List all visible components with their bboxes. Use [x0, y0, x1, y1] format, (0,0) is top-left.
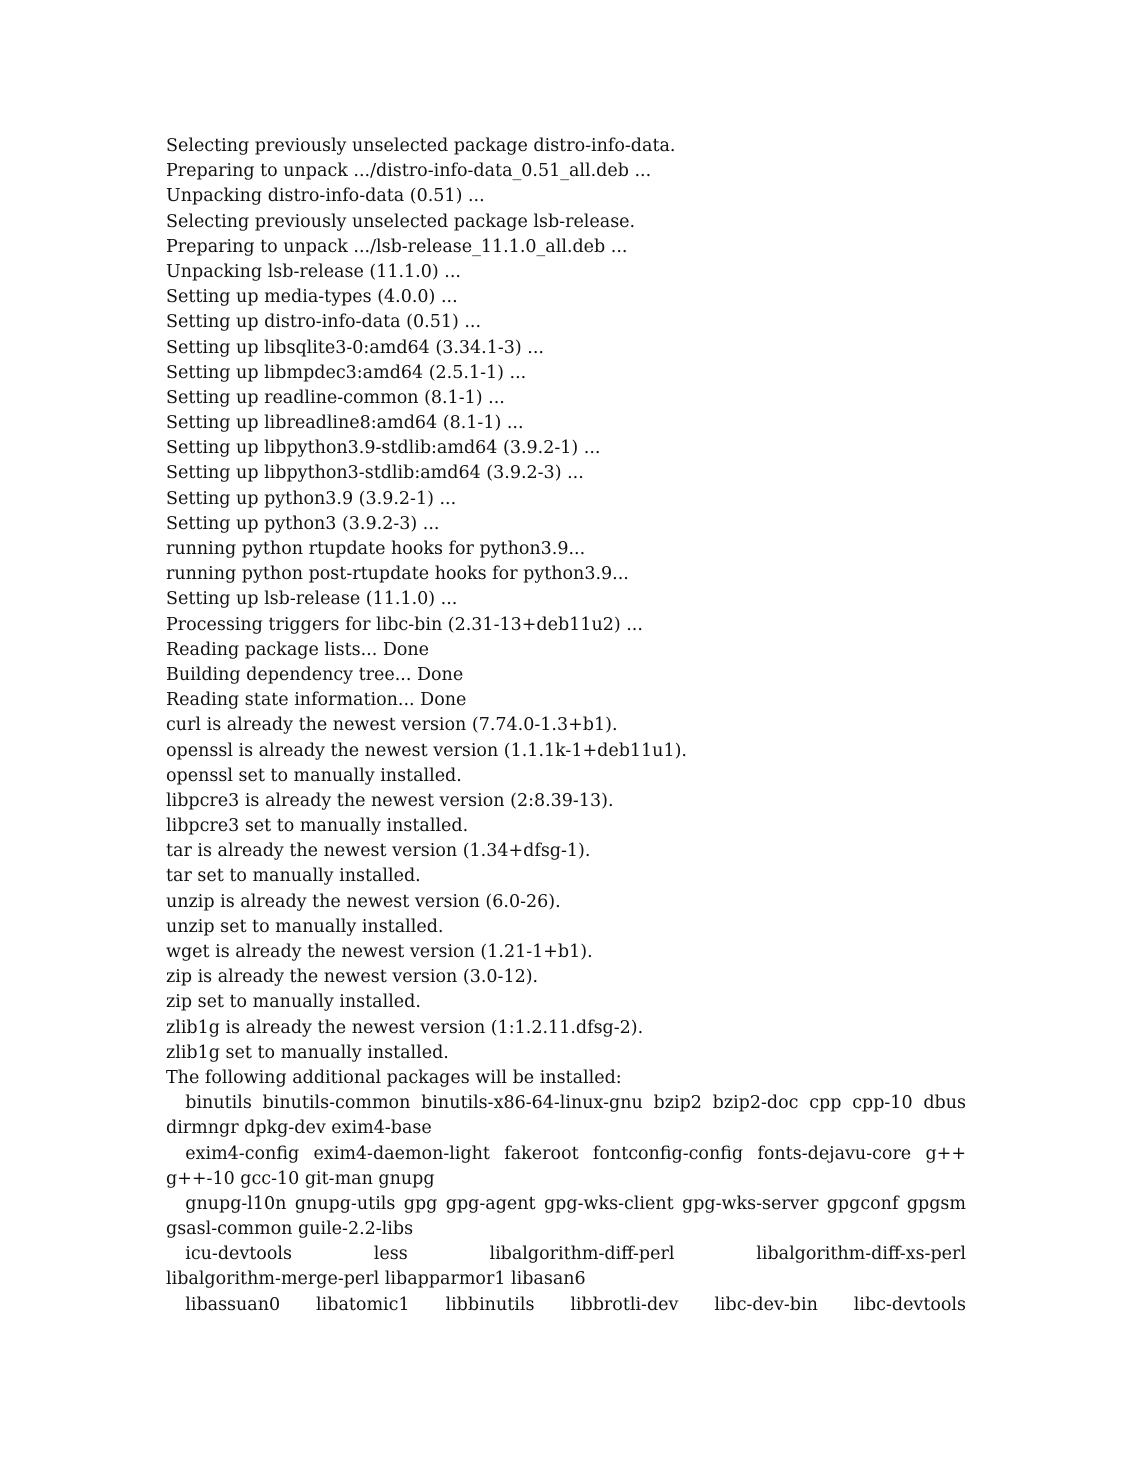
log-line-wrapped: gnupg-l10n gnupg-utils gpg gpg-agent gpg-wks-client gpg-wks-server gpgconf gpgsm: [185, 1193, 966, 1214]
log-line: Reading state information... Done: [166, 690, 467, 711]
log-line: zlib1g set to manually installed.: [166, 1042, 449, 1063]
log-line-wrapped: icu-devtools less libalgorithm-diff-perl libalgorithm-diff-xs-perl: [185, 1244, 966, 1265]
log-line: Setting up libpython3.9-stdlib:amd64 (3.9.2-1) ...: [166, 438, 601, 459]
log-line: Preparing to unpack .../distro-info-data_0.51_all.deb ...: [166, 161, 652, 182]
log-line: unzip set to manually installed.: [166, 916, 444, 937]
log-line: libalgorithm-merge-perl libapparmor1 libasan6: [166, 1269, 586, 1290]
log-line: Setting up distro-info-data (0.51) ...: [166, 312, 482, 333]
log-line: Setting up media-types (4.0.0) ...: [166, 287, 458, 308]
log-line: unzip is already the newest version (6.0-26).: [166, 891, 561, 912]
log-line: dirmngr dpkg-dev exim4-base: [166, 1118, 432, 1139]
log-line: Setting up python3.9 (3.9.2-1) ...: [166, 488, 457, 509]
log-line: wget is already the newest version (1.21-1+b1).: [166, 942, 593, 962]
log-line: Setting up libreadline8:amd64 (8.1-1) ...: [166, 413, 524, 434]
log-line: libpcre3 is already the newest version (2:8.39-13).: [166, 790, 614, 811]
log-line: Selecting previously unselected package distro-info-data.: [166, 136, 676, 156]
log-line: zip set to manually installed.: [166, 992, 421, 1013]
log-line: running python rtupdate hooks for python3.9...: [166, 539, 586, 559]
log-line-wrapped: binutils binutils-common binutils-x86-64-linux-gnu bzip2 bzip2-doc cpp cpp-10 dbus: [185, 1093, 966, 1114]
log-line: zlib1g is already the newest version (1:1.2.11.dfsg-2).: [166, 1017, 644, 1038]
log-line: openssl set to manually installed.: [166, 765, 462, 786]
log-line: Preparing to unpack .../lsb-release_11.1.0_all.deb ...: [166, 236, 628, 257]
log-line: Setting up libpython3-stdlib:amd64 (3.9.2-3) ...: [166, 463, 584, 484]
log-line: Processing triggers for libc-bin (2.31-13+deb11u2) ...: [166, 614, 643, 635]
log-line: Building dependency tree... Done: [166, 664, 464, 685]
log-line: The following additional packages will be installed:: [166, 1067, 622, 1088]
log-line: Setting up lsb-release (11.1.0) ...: [166, 589, 458, 610]
log-line: gsasl-common guile-2.2-libs: [166, 1219, 414, 1240]
terminal-log-document: [166, 134, 966, 1318]
log-line: tar set to manually installed.: [166, 866, 421, 887]
log-line: zip is already the newest version (3.0-12).: [166, 967, 539, 988]
log-line: Selecting previously unselected package lsb-release.: [166, 211, 636, 232]
log-line-wrapped: libassuan0 libatomic1 libbinutils libbrotli-dev libc-dev-bin libc-devtools: [185, 1294, 966, 1315]
log-line: Setting up libsqlite3-0:amd64 (3.34.1-3) ...: [166, 337, 544, 358]
log-line: Setting up libmpdec3:amd64 (2.5.1-1) ...: [166, 362, 527, 383]
log-line: openssl is already the newest version (1.1.1k-1+deb11u1).: [166, 740, 687, 761]
log-line: libpcre3 set to manually installed.: [166, 816, 469, 837]
log-line: Setting up readline-common (8.1-1) ...: [166, 387, 505, 408]
log-line: g++-10 gcc-10 git-man gnupg: [166, 1168, 435, 1189]
log-line: running python post-rtupdate hooks for python3.9...: [166, 564, 629, 585]
log-line: tar is already the newest version (1.34+dfsg-1).: [166, 841, 591, 862]
log-line: Reading package lists... Done: [166, 639, 430, 660]
log-line: Setting up python3 (3.9.2-3) ...: [166, 513, 440, 534]
log-line-wrapped: exim4-config exim4-daemon-light fakeroot fontconfig-config fonts-dejavu-core g++: [185, 1143, 966, 1164]
log-line: Unpacking lsb-release (11.1.0) ...: [166, 261, 461, 282]
log-line: Unpacking distro-info-data (0.51) ...: [166, 186, 485, 207]
log-line: curl is already the newest version (7.74.0-1.3+b1).: [166, 715, 618, 736]
